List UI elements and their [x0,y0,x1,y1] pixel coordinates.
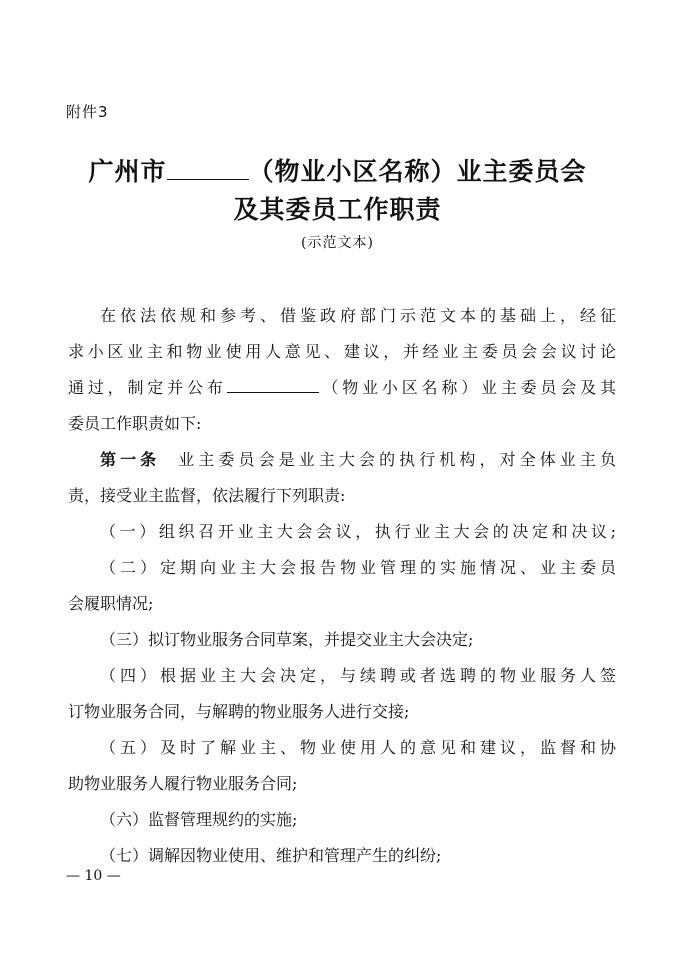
list-item-continuation: 订物业服务合同，与解聘的物业服务人进行交接; [68,702,410,721]
title-blank-line [167,157,249,180]
list-item: （三）拟订物业服务合同草案，并提交业主大会决定; [100,630,474,649]
intro-line3-suffix: （物业小区名称）业主委员会及其 [318,378,616,397]
list-item: （二）定期向业主大会报告物业管理的实施情况、业主委员 [100,558,616,577]
title-rest: （物业小区名称）业主委员会 [248,157,587,186]
list-item-continuation: 会履职情况; [68,594,154,613]
title-city: 广州市 [88,157,167,186]
list-item: （六）监督管理规约的实施; [100,810,298,829]
article-number: 第一条 [100,450,161,469]
community-name-blank [227,376,319,393]
list-item: （四）根据业主大会决定，与续聘或者选聘的物业服务人签 [100,666,616,685]
intro-line: 在依法依规和参考、借鉴政府部门示范文本的基础上，经征 [100,306,616,325]
article-1-line: 责，接受业主监督，依法履行下列职责: [68,486,346,505]
list-item-continuation: 助物业服务人履行物业服务合同; [68,774,298,793]
body-text [68,298,616,874]
article-1-line [68,442,616,478]
attachment-label: 附件3 [66,103,109,121]
intro-line3-prefix: 通过，制定并公布 [68,378,227,397]
title-line-2: 及其委员工作职责 [233,195,442,224]
title-line-1 [0,152,675,188]
intro-line: 委员工作职责如下: [68,414,202,433]
intro-line [68,370,616,406]
subtitle: (示范文本) [301,235,374,251]
list-item: （五）及时了解业主、物业使用人的意见和建议，监督和协 [100,738,616,757]
page-number: — 10 — [66,868,121,884]
list-item: （一）组织召开业主大会会议，执行业主大会的决定和决议; [100,522,616,541]
list-item: （七）调解因物业使用、维护和管理产生的纠纷; [100,846,442,865]
article-1-text: 业主委员会是业主大会的执行机构，对全体业主负 [178,450,616,469]
intro-line: 求小区业主和物业使用人意见、建议，并经业主委员会会议讨论 [68,342,616,361]
